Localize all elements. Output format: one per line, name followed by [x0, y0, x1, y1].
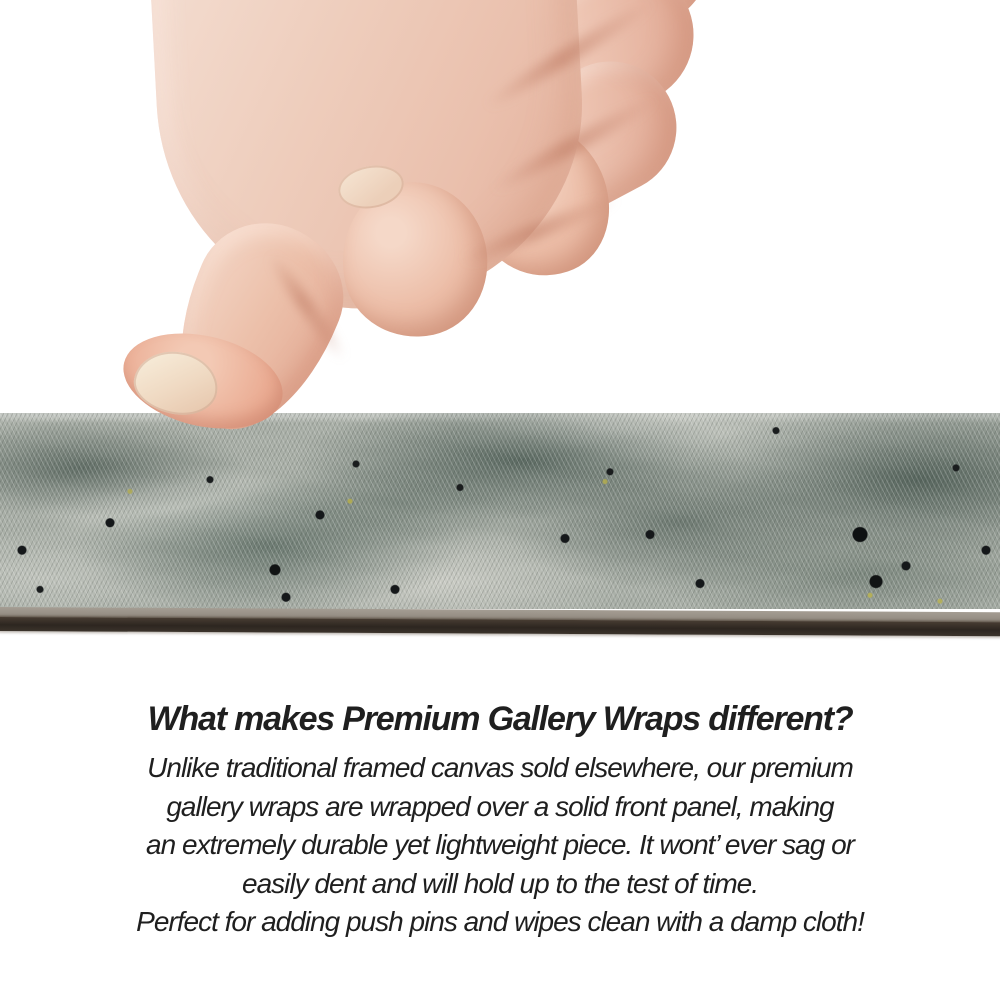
- body-line-3: an extremely durable yet lightweight piece. It wont’ ever sag or: [146, 829, 854, 860]
- hand-photo: [0, 0, 1000, 440]
- body-line-4: easily dent and will hold up to the test of time.: [242, 867, 758, 899]
- body-line-2: gallery wraps are wrapped over a solid front panel, making: [166, 790, 834, 822]
- canvas-speckles: [0, 413, 1000, 609]
- caption-block: [0, 700, 1000, 942]
- canvas-edge-photo: [0, 413, 1000, 638]
- canvas-bottom-edge: [0, 607, 1000, 642]
- body-line-1: Unlike traditional framed canvas sold elsewhere, our premium: [147, 752, 853, 783]
- heading: What makes Premium Gallery Wraps different?: [147, 700, 853, 738]
- body-line-5: Perfect for adding push pins and wipes clean with a damp cloth!: [136, 906, 864, 937]
